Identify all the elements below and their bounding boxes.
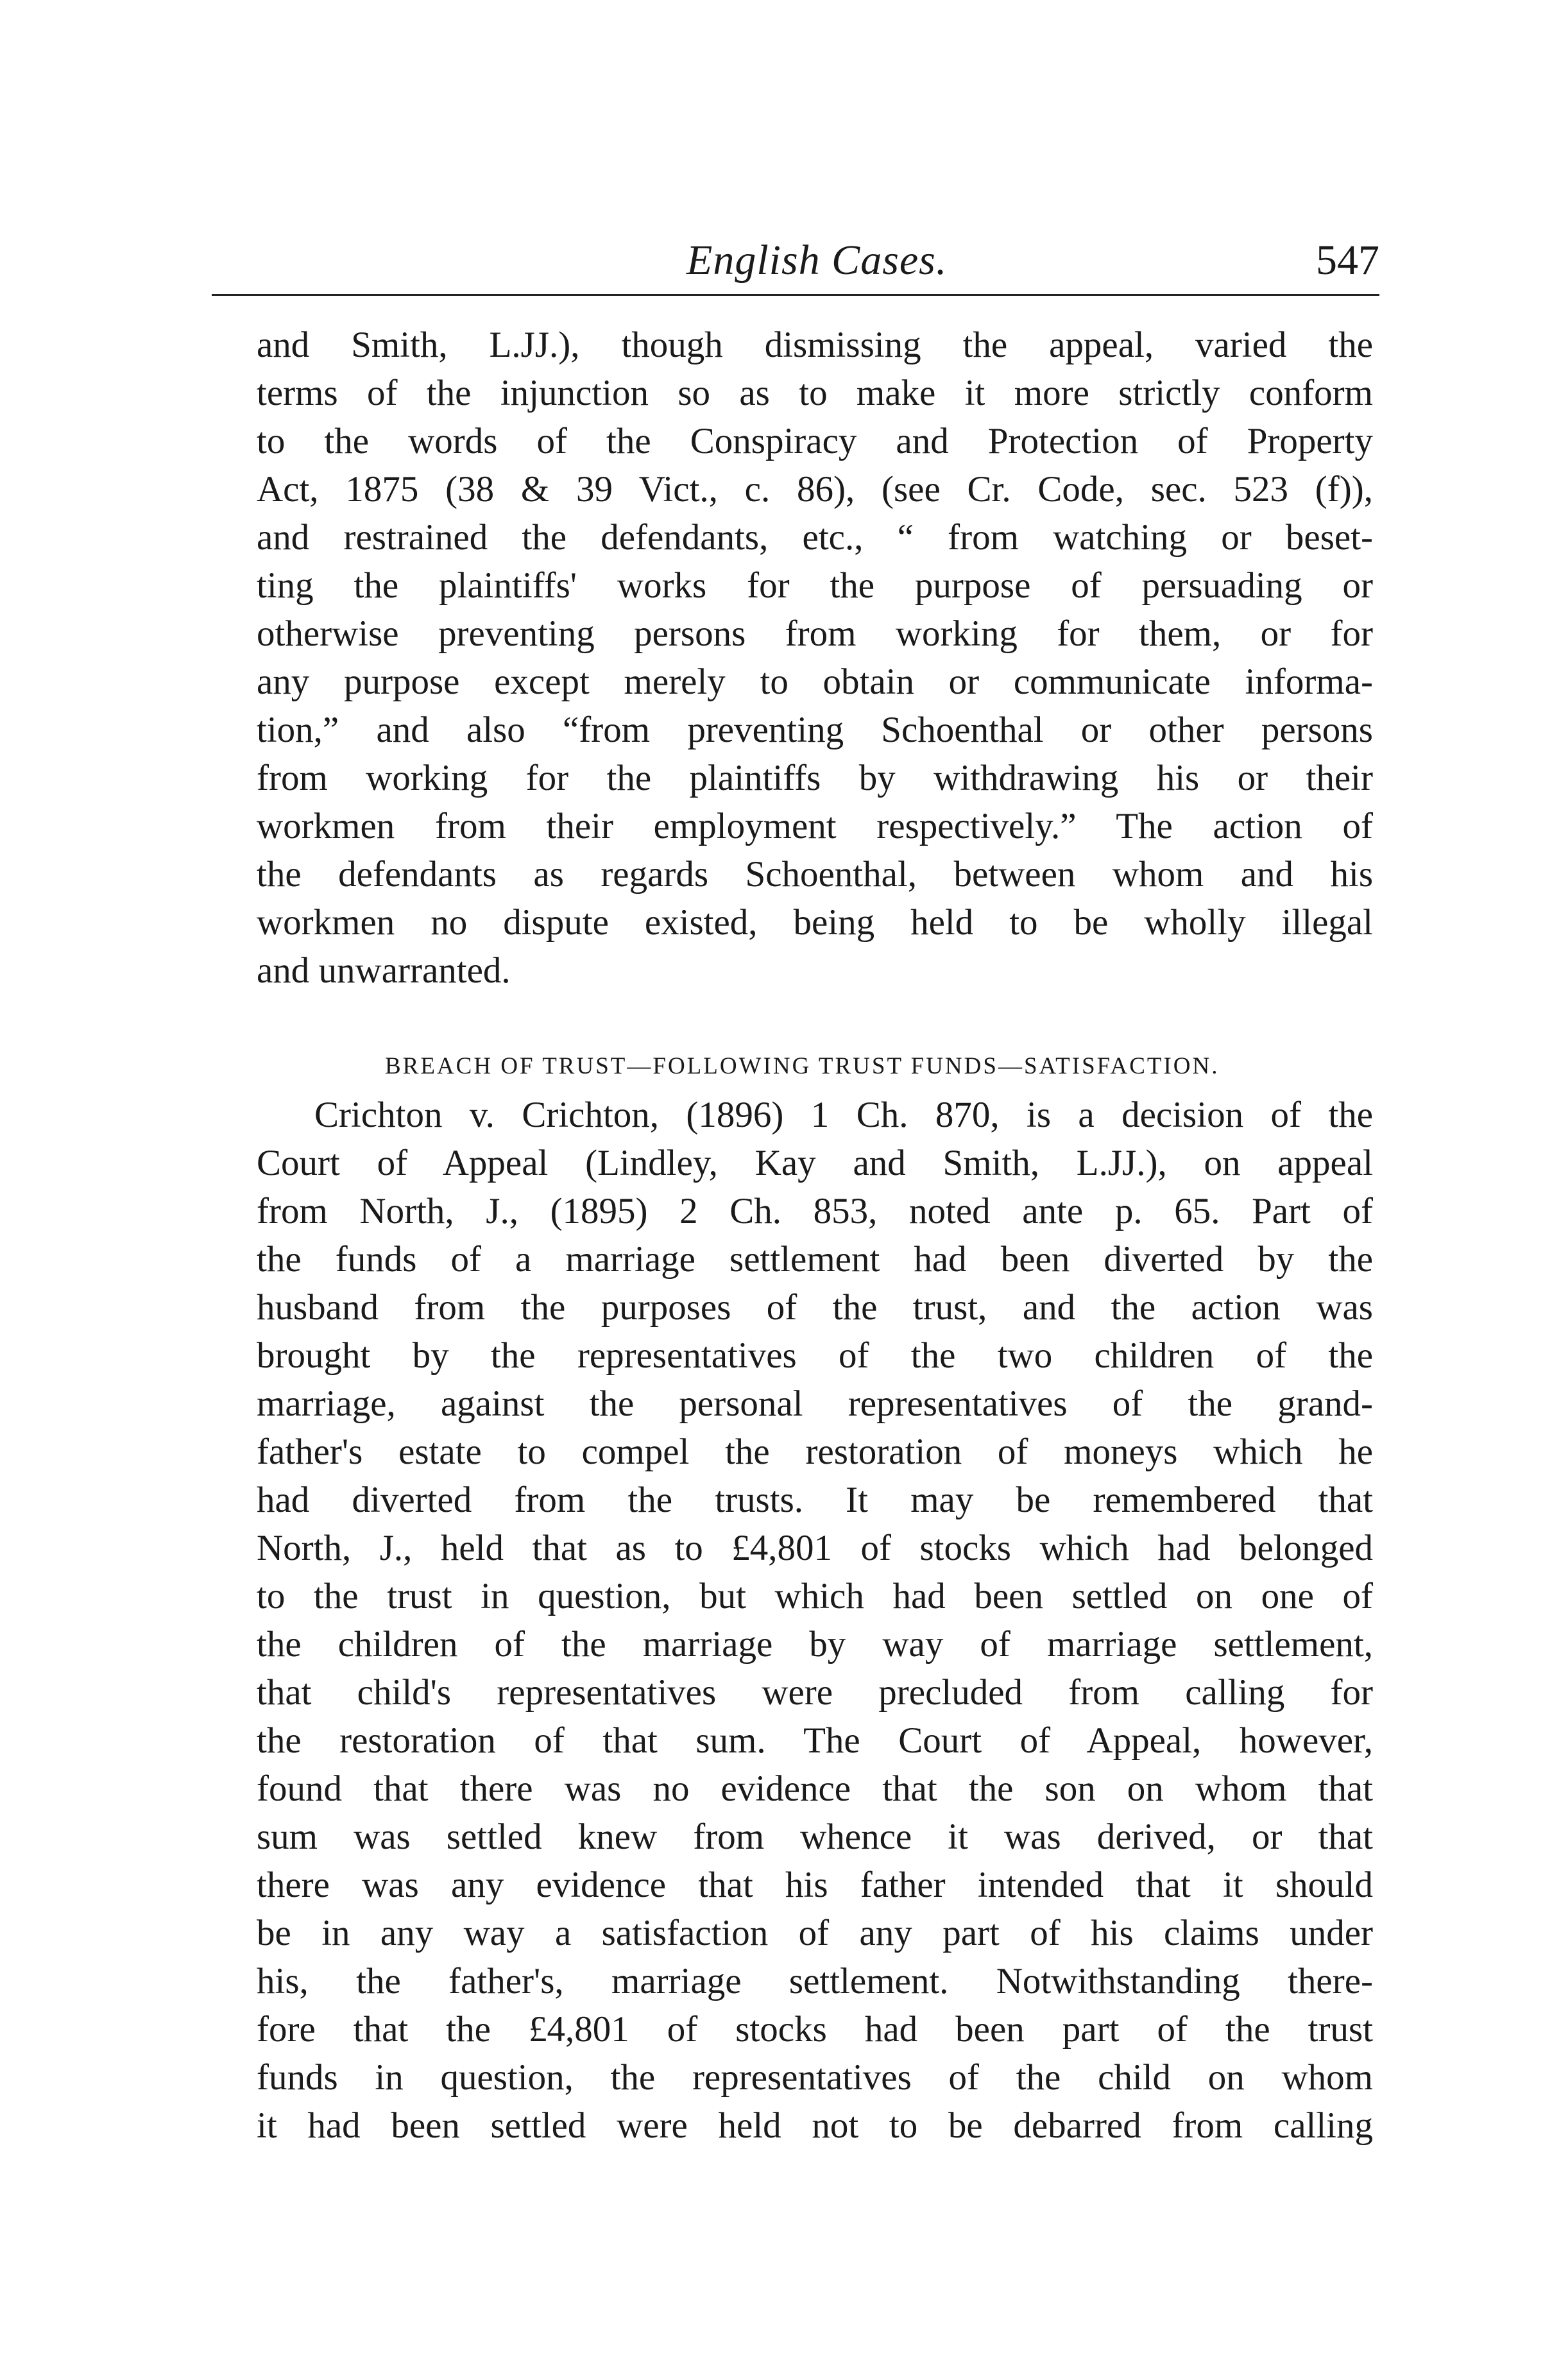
text-line: sum was settled knew from whence it was derived, or that [257,1817,1373,1857]
running-title: English Cases. [686,237,948,284]
text-line: that child's representatives were precluded from calling for [257,1672,1373,1713]
text-line: father's estate to compel the restoration of moneys which he [257,1432,1373,1472]
paragraph-crichton [257,1091,1373,2150]
text-line: fore that the £4,801 of stocks had been part of the trust [257,2009,1373,2050]
text-line: from working for the plaintiffs by withdrawing his or their [257,758,1373,798]
text-line: to the words of the Conspiracy and Protection of Property [257,421,1373,461]
text-line: the children of the marriage by way of marriage settlement, [257,1624,1373,1665]
text-line: found that there was no evidence that the son on whom that [257,1768,1373,1809]
text-line: Act, 1875 (38 & 39 Vict., c. 86), (see Cr. Code, sec. 523 (f)), [257,469,1373,509]
text-line: the funds of a marriage settlement had been diverted by the [257,1239,1373,1280]
text-line: funds in question, the representatives of the child on whom [257,2057,1373,2098]
text-line: from North, J., (1895) 2 Ch. 853, noted ante p. 65. Part of [257,1191,1373,1231]
text-line: husband from the purposes of the trust, and the action was [257,1287,1373,1328]
text-line: to the trust in question, but which had been settled on one of [257,1576,1373,1616]
text-line: his, the father's, marriage settlement. Notwithstanding there- [257,1961,1373,2001]
text-line: terms of the injunction so as to make it more strictly conform [257,373,1373,413]
page-number: 547 [1316,237,1379,284]
text-line: and restrained the defendants, etc., “ from watching or beset- [257,517,1373,558]
text-line: and Smith, L.JJ.), though dismissing the appeal, varied the [257,325,1373,365]
text-line: be in any way a satisfaction of any part of his claims under [257,1913,1373,1953]
text-line: any purpose except merely to obtain or communicate informa- [257,662,1373,702]
section-heading: BREACH OF TRUST—FOLLOWING TRUST FUNDS—SATISFACTION. [385,1053,1220,1079]
text-line: the restoration of that sum. The Court of Appeal, however, [257,1720,1373,1761]
text-line: it had been settled were held not to be debarred from calling [257,2105,1373,2146]
header-rule [212,294,1379,296]
text-line: there was any evidence that his father intended that it should [257,1865,1373,1905]
text-line: tion,” and also “from preventing Schoenthal or other persons [257,710,1373,750]
text-line: had diverted from the trusts. It may be remembered that [257,1480,1373,1520]
text-line: workmen no dispute existed, being held to be wholly illegal [257,902,1373,943]
text-line: the defendants as regards Schoenthal, between whom and his [257,854,1373,895]
text-line: Court of Appeal (Lindley, Kay and Smith, L.JJ.), on appeal [257,1143,1373,1183]
text-line: brought by the representatives of the two children of the [257,1335,1373,1376]
text-line: workmen from their employment respectively.” The action of [257,806,1373,846]
text-line: otherwise preventing persons from working for them, or for [257,613,1373,654]
text-line: ting the plaintiffs' works for the purpose of persuading or [257,565,1373,606]
paragraph-injunction [257,321,1373,995]
text-line: and unwarranted. [257,950,511,991]
text-line: Crichton v. Crichton, (1896) 1 Ch. 870, is a decision of the [314,1095,1373,1135]
text-line: North, J., held that as to £4,801 of stocks which had belonged [257,1528,1373,1568]
text-line: marriage, against the personal representatives of the grand- [257,1383,1373,1424]
page-header [212,236,1379,307]
